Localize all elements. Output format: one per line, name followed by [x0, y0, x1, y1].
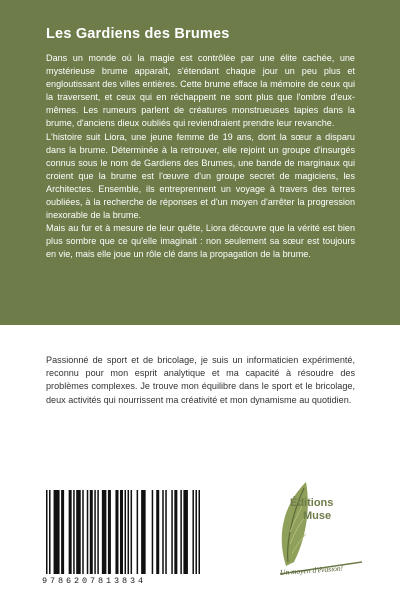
barcode-bars	[42, 488, 204, 576]
isbn-number: 9786207813834	[42, 576, 147, 586]
barcode-bar	[192, 490, 194, 574]
barcode-bar	[195, 490, 197, 574]
synopsis-paragraph: L'histoire suit Liora, une jeune femme de 19 ans, dont la sœur a disparu dans la brume. Déterminée à la retrouver, elle rejoint un groupe d'insurgés connus sous le nom de Gardiens des Brumes, une bande de marginaux qui croient que la brume est l'œuvre d'un groupe secret de magiciens, les Architectes. Ensemble, ils entreprennent un voyage à travers des terres oubliées, à la recherche de réponses et d'un moyen d'arrêter la progression inexorable de la brume.	[46, 131, 355, 221]
author-bio: Passionné de sport et de bricolage, je suis un informaticien expérimenté, reconnu pour mon esprit analytique et ma capacité à résoudre des problèmes complexes. Je trouve mon équilibre dans le sport et le bricolage, deux activités qui nourrissent ma créativité et mon dynamisme au quotidien.	[46, 355, 355, 405]
barcode-bar	[102, 490, 107, 574]
barcode-bar	[115, 490, 118, 574]
barcode-bar	[183, 490, 188, 574]
barcode-bar	[156, 490, 159, 574]
barcode-bar	[76, 490, 81, 574]
barcode-bar	[137, 490, 139, 574]
barcode-bar	[87, 490, 89, 574]
barcode-bar	[108, 490, 111, 574]
barcode-bar	[162, 490, 164, 574]
synopsis-paragraph: Mais au fur et à mesure de leur quête, Liora découvre que la vérité est bien plus sombre que ce qu'elle imaginait : non seulement sa sœur est toujours en vie, mais elle joue un rôle clé dans la propagation de la brume.	[46, 223, 355, 260]
barcode-bar	[180, 490, 182, 574]
barcode-bar	[125, 490, 127, 574]
barcode-bar	[82, 490, 84, 574]
book-title: Les Gardiens des Brumes	[46, 26, 230, 42]
barcode-bar	[94, 490, 96, 574]
barcode-bar	[61, 490, 64, 574]
publisher-slogan: Un moyen d'évasion!	[279, 563, 344, 577]
barcode-bar	[152, 490, 154, 574]
isbn-barcode	[42, 488, 204, 576]
barcode-bar	[73, 490, 75, 574]
barcode-bar	[141, 490, 146, 574]
barcode-bar	[131, 490, 133, 574]
synopsis	[46, 52, 355, 262]
barcode-bar	[165, 490, 167, 574]
barcode-bar	[120, 490, 123, 574]
synopsis-paragraph: Dans un monde où la magie est contrôlée par une élite cachée, une mystérieuse brume apparaît, s'étendant chaque jour un peu plus et engloutissant des villes entières. Cette brume efface la mémoire de ceux qui la traversent, et ceux qui en réchappent ne sont plus que l'ombre d'eux-mêmes. Les rumeurs parlent de créatures monstrueuses tapies dans la brume, d'anciens dieux oubliés qui reviendraient prendre leur revanche.	[46, 53, 355, 129]
barcode-bar	[97, 490, 99, 574]
barcode-bar	[54, 490, 60, 574]
barcode-bar	[69, 490, 72, 574]
barcode-bar	[90, 490, 93, 574]
barcode-bar	[171, 490, 173, 574]
barcode-bar	[198, 490, 200, 574]
barcode-bar	[49, 490, 51, 574]
barcode-bar	[46, 490, 48, 574]
barcode-bar	[128, 490, 130, 574]
barcode-bar	[174, 490, 177, 574]
publisher-name: Éditions	[290, 497, 334, 509]
publisher-name-line2: Muse	[303, 510, 332, 522]
